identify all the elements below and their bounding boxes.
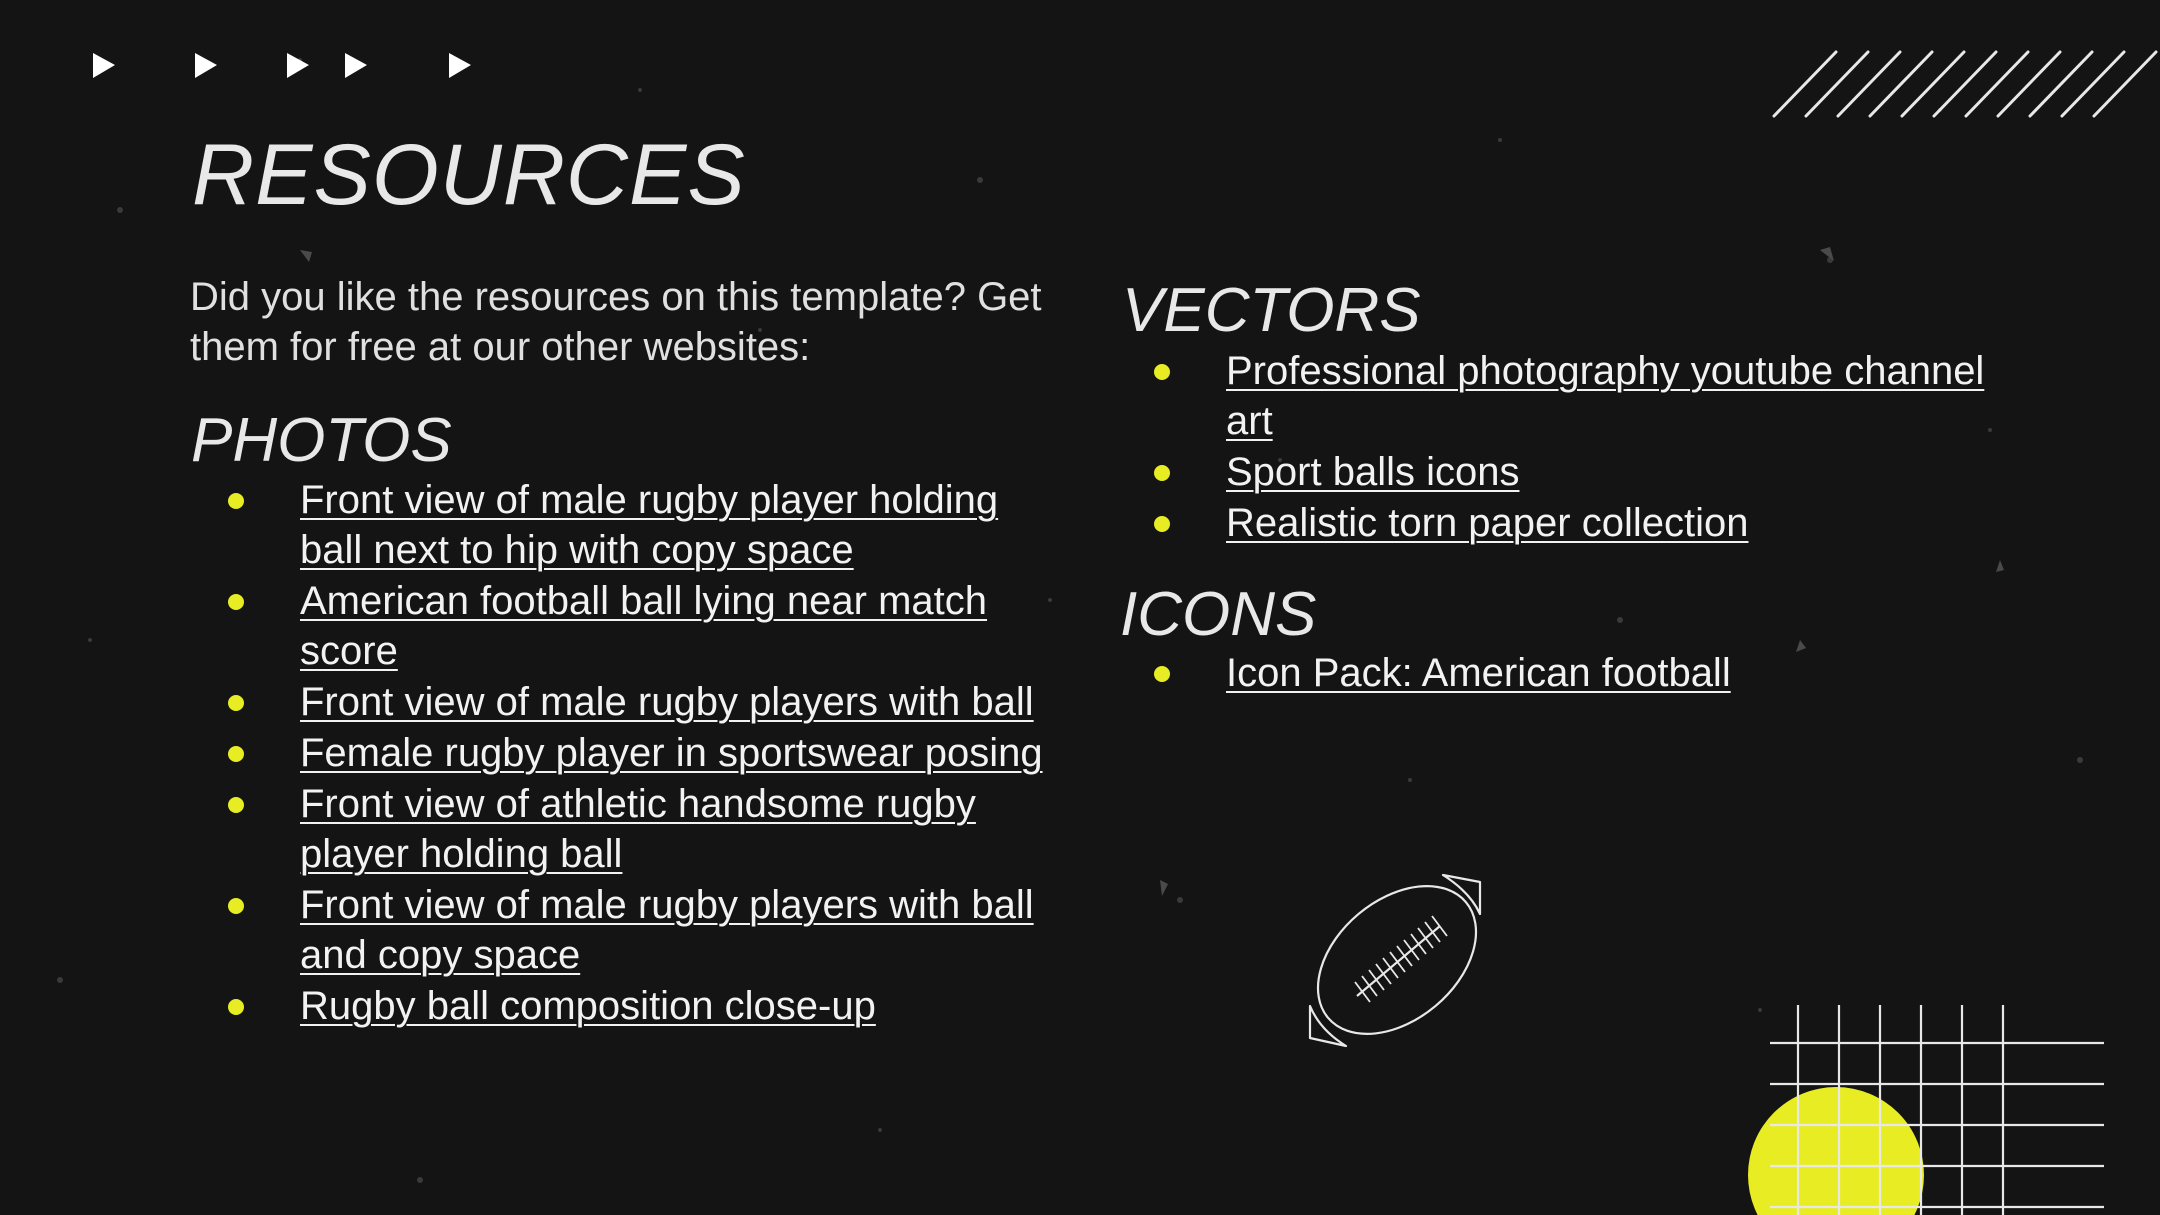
vector-link-3[interactable]: Realistic torn paper collection: [1226, 501, 1749, 545]
photo-link-7[interactable]: Rugby ball composition close-up: [300, 984, 876, 1028]
photo-link-4[interactable]: Female rugby player in sportswear posing: [300, 731, 1043, 775]
intro-text: Did you like the resources on this template? Get them for free at our other websites:: [190, 275, 1042, 369]
bullet-dot: [1154, 364, 1170, 380]
photo-link-2[interactable]: American football ball lying near match score: [300, 579, 988, 673]
list-item: [192, 475, 1062, 575]
photos-list: [192, 475, 1062, 1032]
list-item: [1118, 447, 2018, 497]
grid-with-yellow-circle: [1740, 1005, 2160, 1215]
list-item: [192, 677, 1062, 727]
vectors-list: [1118, 346, 2018, 549]
bullet-dot: [228, 797, 244, 813]
bullet-dot: [228, 594, 244, 610]
vector-link-2[interactable]: Sport balls icons: [1226, 450, 1520, 494]
play-arrows-icon: [88, 50, 488, 82]
list-item: [1118, 498, 2018, 548]
diagonal-stripes: [1770, 48, 2160, 120]
vector-link-1[interactable]: Professional photography youtube channel art: [1226, 349, 1985, 443]
page-title: RESOURCES: [192, 127, 746, 223]
list-item: [192, 779, 1062, 879]
icon-link-1[interactable]: Icon Pack: American football: [1226, 651, 1731, 695]
bullet-dot: [228, 695, 244, 711]
list-item: [192, 981, 1062, 1031]
yellow-circle: [1748, 1087, 1924, 1215]
bullet-dot: [1154, 666, 1170, 682]
photo-link-5[interactable]: Front view of athletic handsome rugby player holding ball: [300, 782, 976, 876]
bullet-dot: [1154, 465, 1170, 481]
bullet-dot: [228, 898, 244, 914]
list-item: [1118, 346, 2018, 446]
icons-heading: ICONS: [1120, 580, 1317, 649]
list-item: [192, 728, 1062, 778]
american-football-icon: [1300, 870, 1490, 1050]
bullet-dot: [228, 493, 244, 509]
vectors-heading: VECTORS: [1122, 276, 1421, 345]
bullet-dot: [1154, 516, 1170, 532]
photo-link-3[interactable]: Front view of male rugby players with ball: [300, 680, 1034, 724]
photos-heading: PHOTOS: [191, 406, 452, 475]
list-item: [1118, 648, 2018, 698]
list-item: [192, 880, 1062, 980]
photo-link-1[interactable]: Front view of male rugby player holding ball next to hip with copy space: [300, 478, 999, 572]
bullet-dot: [228, 999, 244, 1015]
icons-list: [1118, 648, 2018, 699]
photo-link-6[interactable]: Front view of male rugby players with ball and copy space: [300, 883, 1034, 977]
bullet-dot: [228, 746, 244, 762]
list-item: [192, 576, 1062, 676]
